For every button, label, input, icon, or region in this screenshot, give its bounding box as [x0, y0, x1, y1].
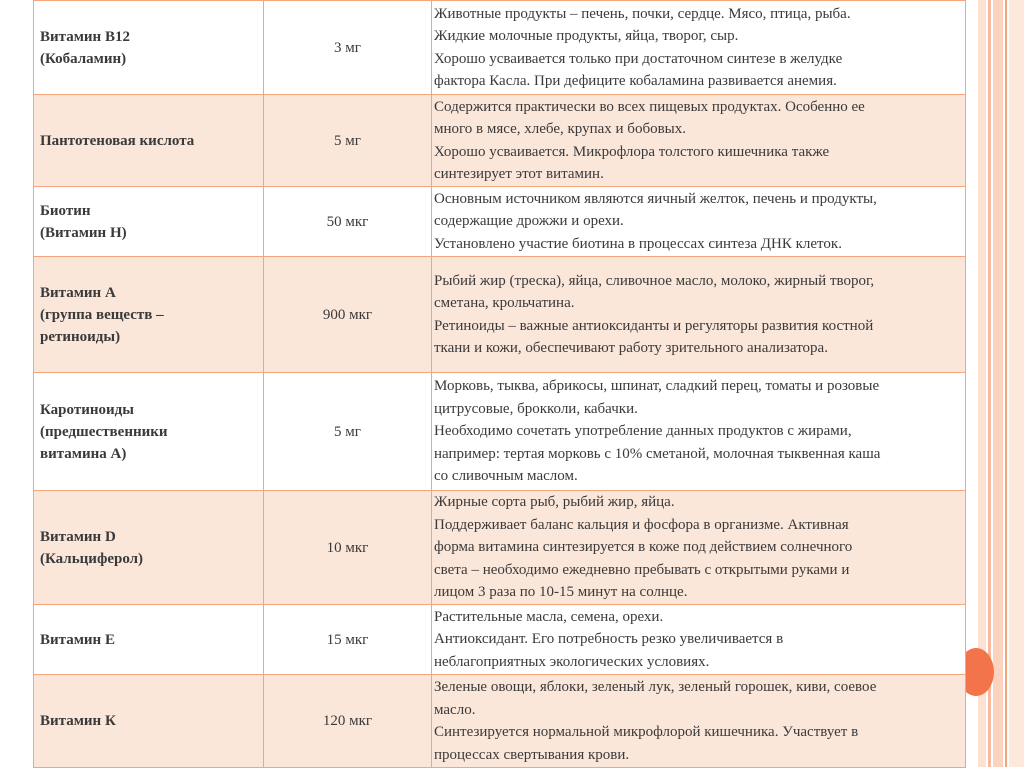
daily-dose-cell: 900 мкг: [264, 257, 432, 373]
vitamin-name-cell: [34, 257, 264, 373]
description-line: Хорошо усваивается. Микрофлора толстого кишечника также: [434, 143, 830, 160]
description-line: Синтезируется нормальной микрофлорой кишечника. Участвует в: [434, 724, 859, 740]
vitamin-name-cell: [34, 605, 264, 675]
description-line: света – необходимо ежедневно пребывать с открытыми руками и: [434, 561, 850, 578]
description-line: Жидкие молочные продукты, яйца, творог, сыр.: [434, 28, 739, 44]
vitamin-name-cell: [34, 95, 264, 187]
vitamin-name-line: (предшественники: [40, 423, 168, 440]
daily-dose-cell: 50 мкг: [264, 187, 432, 257]
daily-dose-cell: 5 мг: [264, 95, 432, 187]
vitamin-name-line: (Витамин Н): [40, 224, 127, 241]
daily-dose-cell: 10 мкг: [264, 491, 432, 605]
description-line: неблагоприятных экологических условиях.: [434, 653, 710, 670]
vitamin-name-line: витамина А): [40, 445, 127, 462]
description-line: Зеленые овощи, яблоки, зеленый лук, зеленый горошек, киви, соевое: [434, 679, 877, 695]
description-line: Морковь, тыква, абрикосы, шпинат, сладкий перец, томаты и розовые: [434, 378, 880, 395]
daily-dose-cell: 15 мкг: [264, 605, 432, 675]
vitamin-name-line: ретиноиды): [40, 328, 121, 345]
description-cell: [432, 257, 966, 373]
vitamin-name-line: Витамин Е: [40, 631, 115, 648]
daily-dose-cell: 120 мкг: [264, 675, 432, 768]
vitamin-name-line: (группа веществ –: [40, 306, 164, 323]
table-row: [34, 373, 966, 491]
description-line: Рыбий жир (треска), яйца, сливочное масло, молоко, жирный творог,: [434, 272, 875, 289]
description-line: форма витамина синтезируется в коже под действием солнечного: [434, 539, 853, 556]
description-line: Животные продукты – печень, почки, сердце. Мясо, птица, рыба.: [434, 5, 851, 22]
description-line: Антиоксидант. Его потребность резко увеличивается в: [434, 631, 784, 648]
description-cell: [432, 675, 966, 768]
description-line: лицом 3 раза по 10-15 минут на солнце.: [434, 584, 688, 601]
description-line: Установлено участие биотина в процессах синтеза ДНК клеток.: [434, 235, 842, 252]
description-line: со сливочным маслом.: [434, 468, 578, 485]
table-row: [34, 95, 966, 187]
description-line: Хорошо усваивается только при достаточном синтезе в желудке: [434, 50, 843, 67]
table-row: [34, 675, 966, 768]
description-cell: [432, 373, 966, 491]
vitamin-name-cell: [34, 1, 264, 95]
vitamin-name-cell: [34, 675, 264, 768]
description-line: цитрусовые, брокколи, кабачки.: [434, 400, 638, 417]
description-line: много в мясе, хлебе, крупах и бобовых.: [434, 121, 686, 137]
daily-dose-cell: 5 мг: [264, 373, 432, 491]
vitamin-table: [33, 0, 966, 768]
vitamin-name-line: Витамин D: [40, 528, 116, 545]
table-row: [34, 187, 966, 257]
description-cell: [432, 187, 966, 257]
description-cell: [432, 491, 966, 605]
description-line: содержащие дрожжи и орехи.: [434, 213, 624, 230]
vitamin-name-cell: [34, 491, 264, 605]
vitamin-name-line: Витамин А: [40, 284, 116, 301]
description-cell: [432, 1, 966, 95]
description-line: Необходимо сочетать употребление данных продуктов с жирами,: [434, 423, 852, 440]
vitamin-name-line: Витамин В12: [40, 28, 130, 45]
description-line: Содержится практически во всех пищевых продуктах. Особенно ее: [434, 98, 865, 115]
description-line: ткани и кожи, обеспечивают работу зрительного анализатора.: [434, 340, 828, 356]
description-cell: [432, 605, 966, 675]
vitamin-name-line: (Кальциферол): [40, 550, 144, 567]
vitamin-name-line: (Кобаламин): [40, 50, 127, 67]
description-line: процессах свертывания крови.: [434, 746, 630, 763]
description-line: Жирные сорта рыб, рыбий жир, яйца.: [434, 494, 675, 511]
vitamin-name-line: Биотин: [40, 202, 91, 219]
description-line: Поддерживает баланс кальция и фосфора в организме. Активная: [434, 516, 849, 533]
description-line: фактора Касла. При дефиците кобаламина развивается анемия.: [434, 73, 837, 89]
description-line: Основным источником являются яичный желток, печень и продукты,: [434, 190, 877, 207]
table-row: [34, 257, 966, 373]
table-row: [34, 605, 966, 675]
vitamin-name-line: Пантотеновая кислота: [40, 132, 195, 149]
table-row: [34, 1, 966, 95]
description-line: сметана, крольчатина.: [434, 295, 575, 311]
daily-dose-cell: 3 мг: [264, 1, 432, 95]
vitamin-name-line: Витамин К: [40, 713, 116, 729]
vitamin-name-cell: [34, 373, 264, 491]
description-line: Ретиноиды – важные антиоксиданты и регуляторы развития костной: [434, 317, 874, 334]
description-line: Растительные масла, семена, орехи.: [434, 608, 664, 625]
description-cell: [432, 95, 966, 187]
vitamin-name-line: Каротиноиды: [40, 401, 134, 418]
description-line: например: тертая морковь с 10% сметаной, молочная тыквенная каша: [434, 445, 881, 462]
description-line: синтезирует этот витамин.: [434, 166, 604, 182]
table-row: [34, 491, 966, 605]
description-line: масло.: [434, 701, 476, 718]
vitamin-name-cell: [34, 187, 264, 257]
